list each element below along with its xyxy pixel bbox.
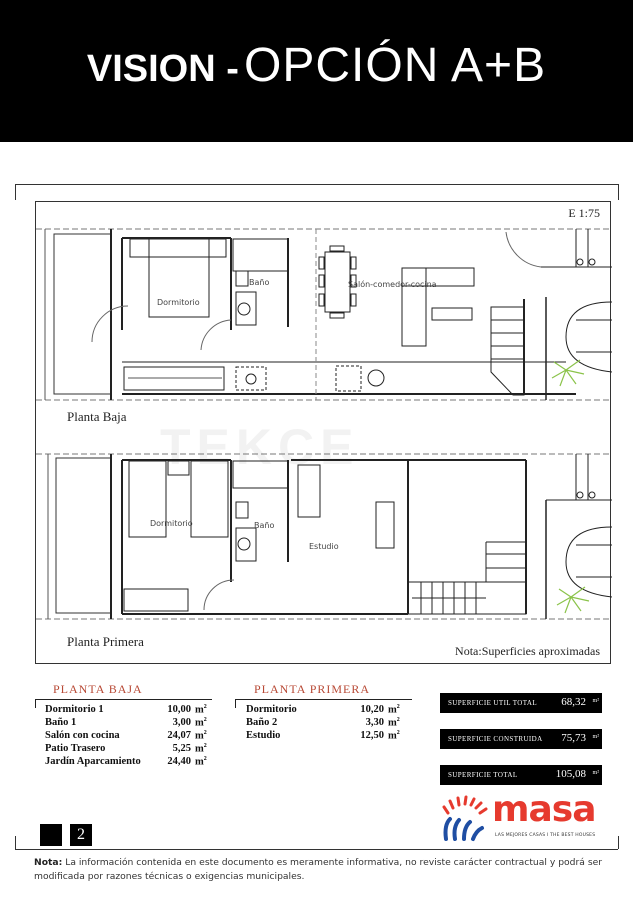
- frame-tick: [15, 836, 16, 849]
- floor-plan-drawing: [36, 202, 612, 665]
- page-title: [0, 38, 633, 93]
- footnote: [34, 856, 614, 884]
- logo-tagline: LAS MEJORES CASAS I THE BEST HOUSES: [495, 833, 596, 838]
- header-banner: [0, 0, 633, 142]
- scale-label: E 1:75: [568, 206, 600, 220]
- svg-text:Baño: Baño: [254, 521, 275, 530]
- table-row: Dormitorio 1 10,00 $m^2$: [45, 704, 207, 716]
- table-row: Baño 2 3,30 $m^2$: [246, 717, 400, 729]
- table-row: Estudio 12,50 $m^2$: [246, 730, 400, 742]
- summary-construida: SUPERFICIE CONSTRUIDA 75,73 m²: [440, 729, 602, 749]
- logo-wordmark: masa: [492, 789, 596, 830]
- watermark: TEKCE: [160, 419, 360, 475]
- table-row: Patio Trasero 5,25 $m^2$: [45, 743, 207, 755]
- masa-logo-icon: [440, 795, 490, 843]
- frame-tick: [618, 184, 619, 200]
- frame-line: [15, 849, 618, 850]
- table-row: Jardín Aparcamiento 24,40 $m^2$: [45, 756, 207, 768]
- floor-label-ground: Planta Baja: [67, 409, 127, 424]
- approx-note: Nota:Superficies aproximadas: [455, 644, 600, 658]
- svg-text:Dormitorio: Dormitorio: [157, 298, 200, 307]
- svg-text:Dormitorio: Dormitorio: [150, 519, 193, 528]
- frame-tick: [15, 184, 16, 200]
- footnote-text: La información contenida en este documento es meramente informativa, no reviste carácter contractual y podrá ser modificada por razones técnicas o exigencias municipales.: [34, 857, 603, 882]
- floor-plan: [35, 201, 611, 664]
- planta-baja-title: PLANTA BAJA: [53, 682, 143, 696]
- frame-tick: [618, 836, 619, 849]
- summary-util-total: SUPERFICIE UTIL TOTAL 68,32 m²: [440, 693, 602, 713]
- title-light: OPCIÓN A+B: [244, 39, 547, 92]
- table-row: Dormitorio 10,20 $m^2$: [246, 704, 400, 716]
- planta-primera-title: PLANTA PRIMERA: [254, 682, 371, 696]
- page-square-blank: [40, 824, 62, 846]
- svg-text:Baño: Baño: [249, 278, 270, 287]
- floor-label-first: Planta Primera: [67, 634, 144, 649]
- svg-text:Salón-comedor-cocina: Salón-comedor-cocina: [348, 280, 437, 289]
- table-row: Baño 1 3,00 $m^2$: [45, 717, 207, 729]
- frame-line: [15, 184, 618, 185]
- summary-total: SUPERFICIE TOTAL 105,08 m²: [440, 765, 602, 785]
- svg-text:Estudio: Estudio: [309, 542, 339, 551]
- title-bold: VISION -: [86, 48, 239, 90]
- page-number: 2: [70, 824, 92, 846]
- masa-logo: [440, 789, 605, 845]
- footnote-label: Nota:: [34, 857, 63, 868]
- table-row: Salón con cocina 24,07 $m^2$: [45, 730, 207, 742]
